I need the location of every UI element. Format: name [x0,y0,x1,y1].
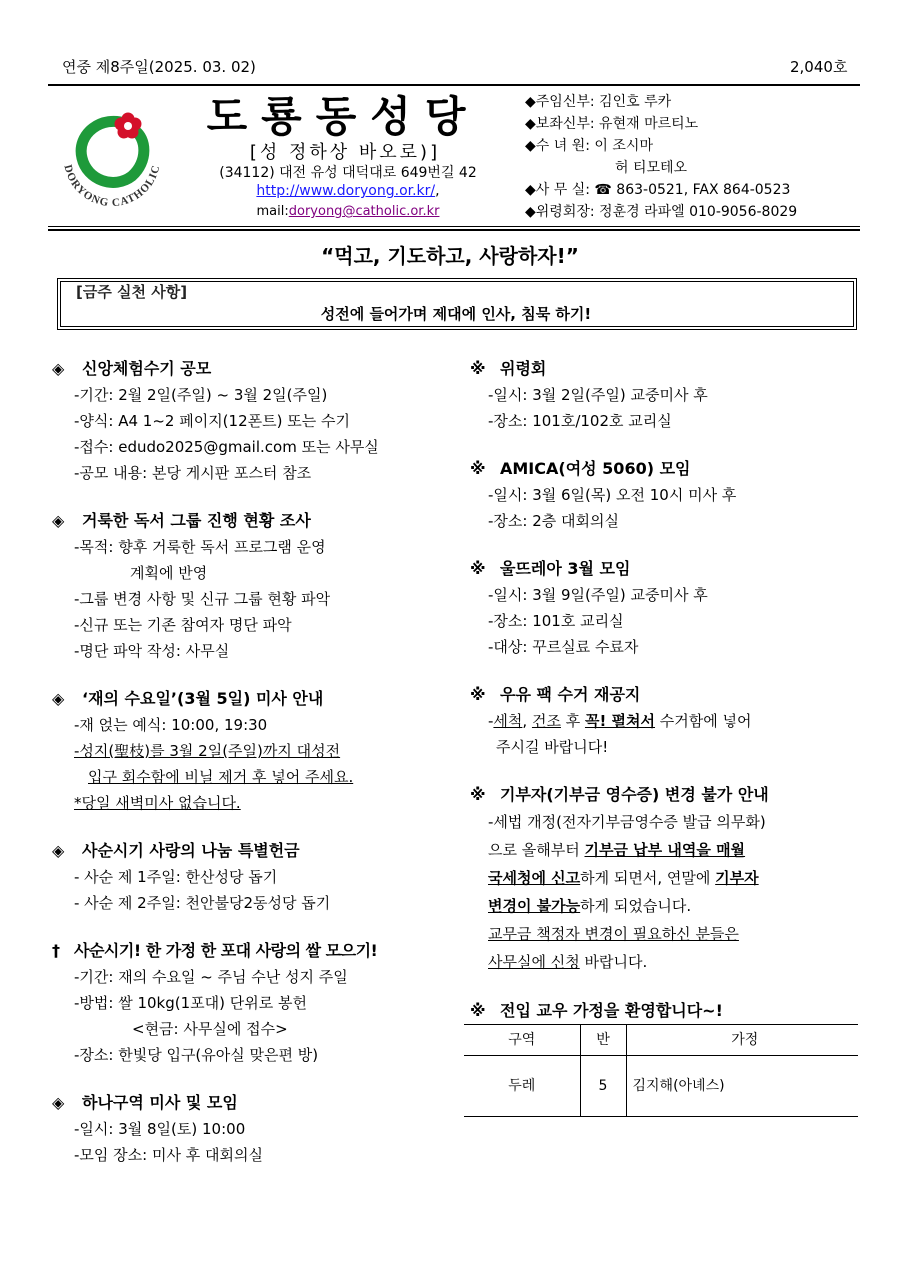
section-line: -장소: 한빛당 입구(유아실 맞은편 방) [74,1046,319,1064]
section-heading [470,456,860,482]
staff-value: ☎ 863-0521, FAX 864-0523 [594,182,791,198]
text-span: 건조 [531,712,561,730]
section-line: -접수: edudo2025@gmail.com 또는 사무실 [74,438,379,456]
website-link[interactable]: http://www.doryong.or.kr/ [256,183,436,199]
section-hana-district [52,1090,452,1168]
mail-label: mail: [256,204,289,219]
text-span: 변경이 불가능 [488,897,581,915]
section-title: 사순시기! 한 가정 한 포대 사랑의 쌀 모으기! [74,941,378,960]
section-title: 위령회 [500,359,547,378]
staff-label: ◆사 무 실: [525,182,590,198]
welcome-table [464,1024,858,1117]
text-span: 후 [560,712,585,730]
text-span: , [522,712,532,730]
staff-row [525,201,797,223]
cross-icon: † [52,941,60,960]
diamond-icon: ◈ [52,841,65,860]
section-heading [470,356,860,382]
issue-date: 연중 제8주일(2025. 03. 02) [62,58,256,76]
section-line: -방법: 쌀 10kg(1포대) 단위로 봉헌 [74,994,307,1012]
section-title: AMICA(여성 5060) 모임 [500,459,691,478]
section-line: -공모 내용: 본당 게시판 포스터 참조 [74,464,312,482]
section-donor-change [470,782,860,976]
section-faith-essay [52,356,452,486]
section-title: 하나구역 미사 및 모임 [82,1093,238,1112]
parish-logo [52,96,172,216]
practice-text: 성전에 들어가며 제대에 인사, 침묵 하기! [320,305,592,323]
section-heading [52,508,452,534]
staff-row [525,135,797,157]
section-line: -기간: 2월 2일(주일) ~ 3월 2일(주일) [74,386,328,404]
section-lectio-divina [52,508,452,664]
para-line [488,864,860,892]
header-rule-bottom [48,229,860,231]
section-line: -양식: A4 1~2 페이지(12폰트) 또는 수기 [74,412,350,430]
table-cell: 김지해(아녜스) [626,1056,858,1117]
section-heading [52,356,452,382]
section-title: 우유 팩 수거 재공지 [500,685,641,704]
para-line: -세법 개정(전자기부금영수증 발급 의무화) [488,813,766,831]
section-line: -신규 또는 기존 참여자 명단 파악 [74,616,292,634]
section-heading [470,782,860,808]
table-header: 구역 [464,1025,580,1056]
reference-mark-icon: ※ [470,1001,486,1020]
section-line [470,708,860,734]
reference-mark-icon: ※ [470,785,486,804]
table-cell: 두레 [464,1056,580,1117]
para-line [488,920,860,948]
section-line-text: -성지(聖枝)를 3월 2일(주일)까지 대성전 [74,742,341,760]
section-heading [52,838,452,864]
staff-row [525,179,797,201]
para-line [488,836,860,864]
table-header-row [464,1025,858,1056]
mail-line [198,204,498,219]
reference-mark-icon: ※ [470,685,486,704]
staff-row [525,91,797,113]
section-line: -일시: 3월 8일(토) 10:00 [74,1120,246,1138]
diamond-icon: ◈ [52,511,65,530]
section-line: - 사순 제 1주일: 한산성당 돕기 [74,868,278,886]
website-line [198,183,498,199]
staff-value: 유현재 마르티노 [599,116,699,132]
staff-value: 이 조시마 [594,138,653,154]
patron-saint: [성 정하상 바오로)] [249,142,441,163]
section-heading [470,682,860,708]
reference-mark-icon: ※ [470,359,486,378]
text-span: 국세청에 신고 [488,869,581,887]
section-line: 계획에 반영 [130,564,208,582]
staff-label: ◆주임신부: [525,94,595,110]
section-ultreya [470,556,860,660]
section-heading [470,998,860,1024]
section-ash-wednesday [52,686,452,816]
section-heading [52,686,452,712]
section-line: -모임 장소: 미사 후 대회의실 [74,1146,263,1164]
section-line: -목적: 향후 거룩한 독서 프로그램 운영 [74,538,326,556]
section-title: 울뜨레아 3월 모임 [500,559,631,578]
reference-mark-icon: ※ [470,459,486,478]
text-span: 하게 되었습니다. [580,897,692,915]
table-header: 가정 [626,1025,858,1056]
section-title: 신앙체험수기 공모 [82,359,212,378]
section-heading [52,1090,452,1116]
text-span: 세척 [493,712,523,730]
staff-row [525,157,797,179]
para-line [488,892,860,920]
staff-label: ◆보좌신부: [525,116,595,132]
section-line: -일시: 3월 6일(목) 오전 10시 미사 후 [488,486,737,504]
right-column [470,356,860,1139]
section-line: 주시길 바랍니다! [496,738,609,756]
section-line: -일시: 3월 2일(주일) 교중미사 후 [488,386,708,404]
text-span: 교무금 책정자 변경이 필요하신 분들은 [488,925,739,943]
diamond-icon: ◈ [52,689,65,708]
section-amica [470,456,860,534]
staff-label: ◆위령회장: [525,204,595,220]
section-lent-offering [52,838,452,916]
text-span: 하게 되면서, 연말에 [580,869,716,887]
section-line: -장소: 101호/102호 교리실 [488,412,672,430]
header-rule-bottom-thin [48,226,860,227]
text-span: 기부자 [715,869,759,887]
section-line [52,790,452,816]
section-line: -장소: 2층 대회의실 [488,512,619,530]
section-title: 사순시기 사랑의 나눔 특별헌금 [82,841,300,860]
section-title: 거룩한 독서 그룹 진행 현황 조사 [82,511,311,530]
motto: “먹고, 기도하고, 사랑하자!” [321,244,579,268]
diamond-icon: ◈ [52,1093,65,1112]
section-title: 전입 교우 가정을 환영합니다~! [500,1001,723,1020]
diamond-icon: ◈ [52,359,65,378]
staff-value: 허 티모테오 [615,160,688,176]
practice-label: [금주 실천 사항] [76,283,188,301]
issue-number: 2,040호 [790,58,848,76]
section-title: ‘재의 수요일’(3월 5일) 미사 안내 [82,689,324,708]
section-line: -재 얹는 예식: 10:00, 19:30 [74,716,268,734]
reference-mark-icon: ※ [470,559,486,578]
text-span: 기부금 납부 내역을 매월 [584,841,746,859]
section-line: -일시: 3월 9일(주일) 교중미사 후 [488,586,708,604]
section-line: -명단 파악 작성: 사무실 [74,642,230,660]
section-line: -장소: 101호 교리실 [488,612,624,630]
parish-name: 도룡동성당 [206,92,480,141]
section-line: -그룹 변경 사항 및 신규 그룹 현황 파악 [74,590,331,608]
section-line: <현금: 사무실에 접수> [132,1020,288,1038]
text-span: 바랍니다. [579,953,648,971]
staff-row [525,113,797,135]
staff-value: 정훈경 라파엘 010-9056-8029 [599,204,798,220]
section-line: - 사순 제 2주일: 천안불당2동성당 돕기 [74,894,331,912]
section-welcome [470,998,860,1117]
staff-list [525,91,797,223]
section-line: -기간: 재의 수요일 ~ 주님 수난 성지 주일 [74,968,348,986]
table-cell: 5 [580,1056,626,1117]
section-heading [470,556,860,582]
table-header: 반 [580,1025,626,1056]
left-column [52,356,452,1190]
parish-address: (34112) 대전 유성 대덕대로 649번길 42 [219,165,477,181]
section-rice-collection [52,938,452,1068]
section-line: -대상: 꾸르실료 수료자 [488,638,639,656]
section-paragraph [470,808,860,976]
para-line [488,948,860,976]
mail-link[interactable]: doryong@catholic.or.kr [288,204,440,219]
section-line-text: *당일 새벽미사 없습니다. [74,794,241,812]
section-heading [52,938,452,964]
section-line-text: 입구 회수함에 비닐 제거 후 넣어 주세요. [88,768,354,786]
text-span: - [488,712,494,730]
table-row [464,1056,858,1117]
text-span: 으로 올해부터 [488,841,585,859]
text-span: 사무실에 신청 [488,953,580,971]
section-line [52,738,452,764]
text-span: 꼭! 펼쳐서 [584,712,655,730]
text-span: 수거함에 넣어 [655,712,752,730]
section-line [52,764,452,790]
section-title: 기부자(기부금 영수증) 변경 불가 안내 [500,785,769,804]
website-suffix: , [435,183,440,199]
logo-text: DORYONG CATHOLIC [61,163,163,210]
section-condolence [470,356,860,434]
staff-value: 김인호 루카 [599,94,672,110]
section-milk-carton [470,682,860,760]
staff-label: ◆수 녀 원: [525,138,590,154]
